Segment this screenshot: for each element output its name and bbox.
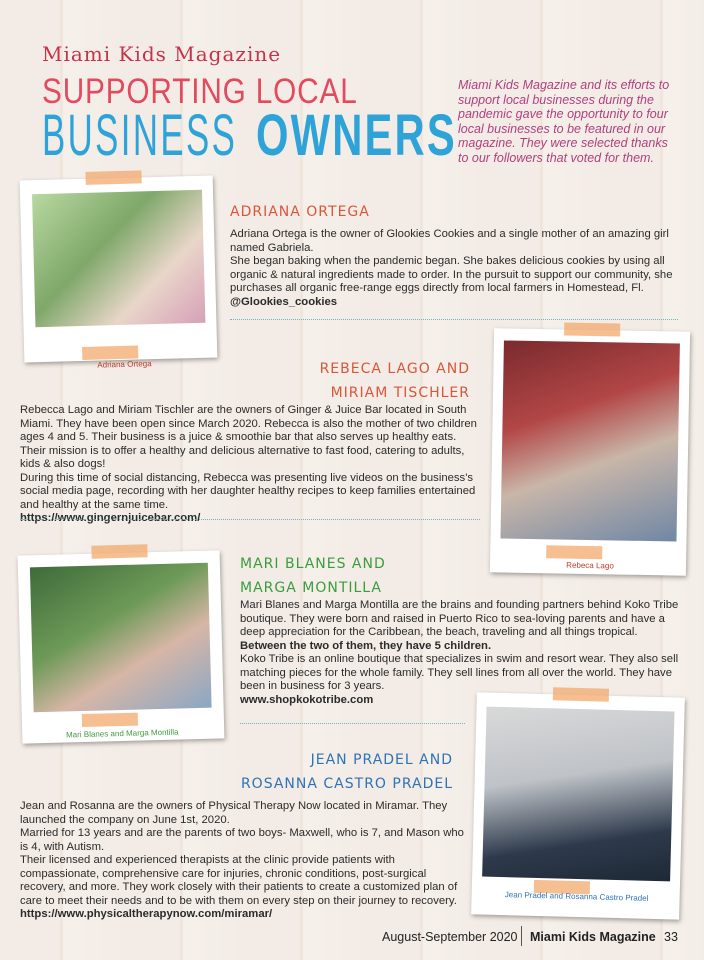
photo-frame-adriana: [20, 176, 218, 370]
caption-jean: Jean Pradel and Rosanna Castro Pradel: [504, 890, 649, 903]
photo-adriana: [32, 190, 205, 327]
bio-adriana: [230, 228, 678, 309]
bio-jean: [20, 800, 470, 922]
footer-divider: [521, 926, 522, 946]
tape: [546, 545, 602, 559]
photo-rebeca: [500, 340, 679, 541]
tape: [553, 687, 609, 701]
bio-line: Rebecca Lago and Miriam Tischler are the owners of Ginger & Juice Bar located in South Miami. They have been open since March 2020. Rebecca is also the mother of two children ages 4 and 5. Their business is a juice & smoothie bar that also serves up healthy eats. Their mission is to offer a healthy and delicious alternative to fast food, catering to adults, kids & also dogs!: [20, 404, 477, 470]
bio-line: Married for 13 years and are the parents of two boys- Maxwell, who is 7, and Mason who is 4, with Autism.: [20, 827, 464, 853]
headline-owners: OWNERS: [256, 103, 457, 168]
photo-jean: [482, 707, 674, 882]
photo-mari: [30, 563, 212, 713]
bio-rebeca: [20, 404, 480, 526]
name-jean-line1: JEAN PRADEL AND: [310, 752, 453, 768]
headline-supporting: SUPPORTING LOCAL: [42, 72, 358, 111]
tape: [82, 713, 138, 727]
bio-highlight: Between the two of them, they have 5 children.: [240, 639, 492, 652]
bio-line: Jean and Rosanna are the owners of Physical Therapy Now located in Miramar. They launched the company on June 1st, 2020.: [20, 800, 448, 826]
photo-frame-mari: [18, 550, 225, 743]
tape: [82, 346, 138, 360]
link-rebeca[interactable]: https://www.gingernjuicebar.com/: [20, 512, 201, 524]
tape: [564, 323, 620, 337]
bio-line: During this time of social distancing, Rebecca was presenting live videos on the business's social media page, recording with her daughter healthy recipes to keep families entertained and healthy at the same time.: [20, 471, 476, 511]
bio-line: Mari Blanes and Marga Montilla are the brains and founding partners behind Koko Tribe boutique. They were born and raised in Puerto Rico to sea-loving parents and have a deep appreciation for the Caribbean, the beach, traveling and all things tropical.: [240, 599, 679, 638]
name-adriana: ADRIANA ORTEGA: [230, 204, 370, 220]
name-mari: [240, 552, 386, 600]
magazine-name: Miami Kids Magazine: [42, 42, 282, 66]
footer-date: August-September 2020: [382, 930, 518, 944]
tape: [91, 544, 147, 558]
caption-mari: Mari Blanes and Marga Montilla: [65, 727, 179, 740]
name-mari-line1: MARI BLANES AND: [240, 556, 386, 572]
bio-line: Their licensed and experienced therapists at the clinic provide patients with compassionate, comprehensive care for injuries, chronic conditions, post-surgical recovery, and more. They work closely with their patients to create a customized plan of care to meet their needs and to be with them on every step on their journey to recovery.: [20, 854, 458, 907]
photo-frame-rebeca: [490, 328, 690, 575]
photo-frame-jean: [471, 692, 685, 919]
name-jean: [240, 748, 453, 796]
name-jean-line2: ROSANNA CASTRO PRADEL: [240, 776, 453, 792]
name-rebeca-line2: MIRIAM TISCHLER: [330, 385, 470, 401]
page-number: 33: [664, 930, 678, 944]
tape: [85, 170, 141, 184]
caption-rebeca: Rebeca Lago: [566, 560, 614, 571]
footer-brand: Miami Kids Magazine: [530, 930, 656, 944]
headline-business: BUSINESS: [42, 103, 238, 168]
link-mari[interactable]: www.shopkokotribe.com: [240, 693, 374, 706]
divider: [230, 319, 678, 320]
link-jean[interactable]: https://www.physicaltherapynow.com/miramar/: [20, 908, 273, 920]
link-adriana[interactable]: @Glookies_cookies: [230, 295, 338, 308]
divider: [240, 723, 465, 724]
bio-line: Adriana Ortega is the owner of Glookies Cookies and a single mother of an amazing girl named Gabriela.: [230, 228, 669, 254]
bio-line: Koko Tribe is an online boutique that specializes in swim and resort wear. They also sell matching pieces for the whole family. They sell lines from all over the world. They have been in business for 3 years.: [240, 653, 679, 692]
name-rebeca-line1: REBECA LAGO AND: [319, 361, 470, 377]
divider: [20, 519, 480, 520]
name-rebeca: [300, 357, 470, 405]
intro-text: Miami Kids Magazine and its efforts to support local businesses during the pandemic gave the opportunity to four local businesses to be featured in our magazine. They were selected thanks to our followers that voted for them.: [458, 78, 670, 165]
caption-adriana: Adriana Ortega: [97, 359, 152, 370]
bio-line: She began baking when the pandemic began. She bakes delicious cookies by using all organic & natural ingredients made to order. In the pursuit to support our community, she purchases all organic free-range eggs directly from local farmers in Homestead, Fl.: [230, 255, 673, 294]
name-mari-line2: MARGA MONTILLA: [240, 580, 383, 596]
bio-mari: [240, 599, 680, 707]
